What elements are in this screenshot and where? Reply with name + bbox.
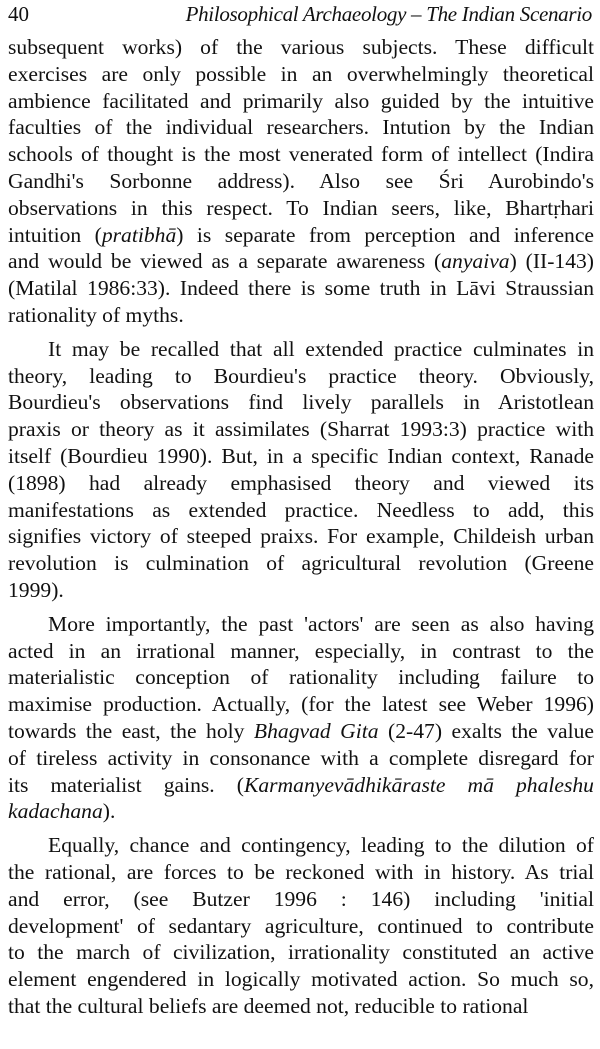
page-number: 40: [8, 2, 29, 26]
paragraph: [8, 832, 594, 1020]
text-line: [8, 577, 594, 604]
text-line: [8, 798, 594, 825]
text-run: More importantly, the past 'actors' are seen as also having: [48, 611, 594, 636]
text-line: [8, 114, 594, 141]
text-line: [8, 638, 594, 665]
text-run: observations in this respect. To Indian seers, like, Bhartṛhari: [8, 195, 594, 220]
text-run: signifies victory of steeped praixs. For example, Childeish urban: [8, 524, 594, 549]
text-run: and would be viewed as a separate awareness (: [8, 249, 442, 274]
text-line: [8, 718, 594, 745]
text-run: rationality of myths.: [8, 302, 184, 327]
italic-term: pratibhā: [101, 222, 177, 247]
text-line: [8, 745, 594, 772]
text-line: [8, 275, 594, 302]
italic-term: Bhagvad Gita: [253, 718, 379, 743]
text-run: Gandhi's Sorbonne address). Also see Śri Aurobindo's: [8, 168, 594, 193]
text-line: [8, 523, 594, 550]
text-line: [8, 88, 594, 115]
text-run: the rational, are forces to be reckoned with in history. As trial: [8, 859, 594, 884]
text-run: ).: [102, 799, 116, 824]
text-run: revolution is culmination of agricultural revolution (Greene: [8, 551, 594, 576]
text-run: ) (II-143): [509, 249, 595, 274]
paragraph: [8, 611, 594, 825]
text-line: [8, 34, 594, 61]
body-text: [8, 34, 594, 1020]
text-run: of tireless activity in consonance with a complete disregard for: [8, 745, 594, 770]
text-run: ambience facilitated and primarily also guided by the intuitive: [8, 88, 594, 113]
text-run: development' of sedantary agriculture, continued to contribute: [8, 913, 594, 938]
text-line: [8, 993, 594, 1020]
text-line: [8, 913, 594, 940]
text-line: [8, 363, 594, 390]
italic-term: anyaiva: [441, 249, 510, 274]
text-run: maximise production. Actually, (for the latest see Weber 1996): [8, 692, 594, 717]
text-run: Bourdieu's observations find lively parallels in Aristotlean: [8, 390, 594, 415]
paragraph: [8, 336, 594, 604]
text-line: [8, 550, 594, 577]
text-run: that the cultural beliefs are deemed not, reducible to rational: [8, 993, 529, 1018]
text-line: [8, 470, 594, 497]
running-title: Philosophical Archaeology – The Indian Scenario: [185, 2, 592, 26]
text-line: [8, 168, 594, 195]
text-run: It may be recalled that all extended practice culminates in: [48, 336, 594, 361]
text-run: manifestations as extended practice. Needless to add, this: [8, 497, 594, 522]
text-line: [8, 222, 594, 249]
text-line: [8, 859, 594, 886]
text-run: (Matilal 1986:33). Indeed there is some truth in Lāvi Straussian: [8, 276, 594, 301]
text-run: theory, leading to Bourdieu's practice theory. Obviously,: [8, 363, 594, 388]
text-line: [8, 664, 594, 691]
text-line: [8, 336, 594, 363]
text-line: [8, 886, 594, 913]
text-run: to the march of civilization, irrationality constituted an active: [8, 940, 594, 965]
text-run: and error, (see Butzer 1996 : 146) including 'initial: [8, 886, 594, 911]
text-line: [8, 772, 594, 799]
text-run: towards the east, the holy: [8, 718, 254, 743]
text-line: [8, 611, 594, 638]
text-line: [8, 248, 594, 275]
text-run: its materialist gains. (: [8, 772, 244, 797]
text-line: [8, 832, 594, 859]
text-line: [8, 691, 594, 718]
text-run: itself (Bourdieu 1990). But, in a specific Indian context, Ranade: [8, 443, 594, 468]
text-run: 1999).: [8, 577, 64, 602]
text-line: [8, 61, 594, 88]
text-run: intuition (: [8, 222, 102, 247]
paragraph: [8, 34, 594, 329]
text-line: [8, 966, 594, 993]
text-line: [8, 389, 594, 416]
text-run: subsequent works) of the various subjects. These difficult: [8, 35, 594, 59]
text-run: faculties of the individual researchers. Intution by the Indian: [8, 115, 594, 140]
text-line: [8, 443, 594, 470]
text-run: ) is separate from perception and inference: [176, 222, 594, 247]
text-line: [8, 497, 594, 524]
text-run: element engendered in logically motivated action. So much so,: [8, 967, 594, 992]
text-run: (2-47) exalts the value: [378, 718, 594, 743]
italic-term: Karmanyevādhikāraste mā phaleshu: [243, 772, 594, 797]
text-line: [8, 141, 594, 168]
text-run: praxis or theory as it assimilates (Sharrat 1993:3) practice with: [8, 417, 594, 442]
text-line: [8, 939, 594, 966]
text-run: Equally, chance and contingency, leading to the dilution of: [48, 833, 594, 858]
text-line: [8, 416, 594, 443]
text-run: materialistic conception of rationality including failure to: [8, 665, 594, 690]
text-run: schools of thought is the most venerated form of intellect (Indira: [8, 142, 594, 167]
italic-term: kadachana: [8, 799, 103, 824]
text-line: [8, 302, 594, 329]
text-run: acted in an irrational manner, especially, in contrast to the: [8, 638, 594, 663]
text-run: (1898) had already emphasised theory and viewed its: [8, 470, 594, 495]
text-line: [8, 195, 594, 222]
text-run: exercises are only possible in an overwhelmingly theoretical: [8, 61, 594, 86]
running-head: [8, 1, 592, 27]
